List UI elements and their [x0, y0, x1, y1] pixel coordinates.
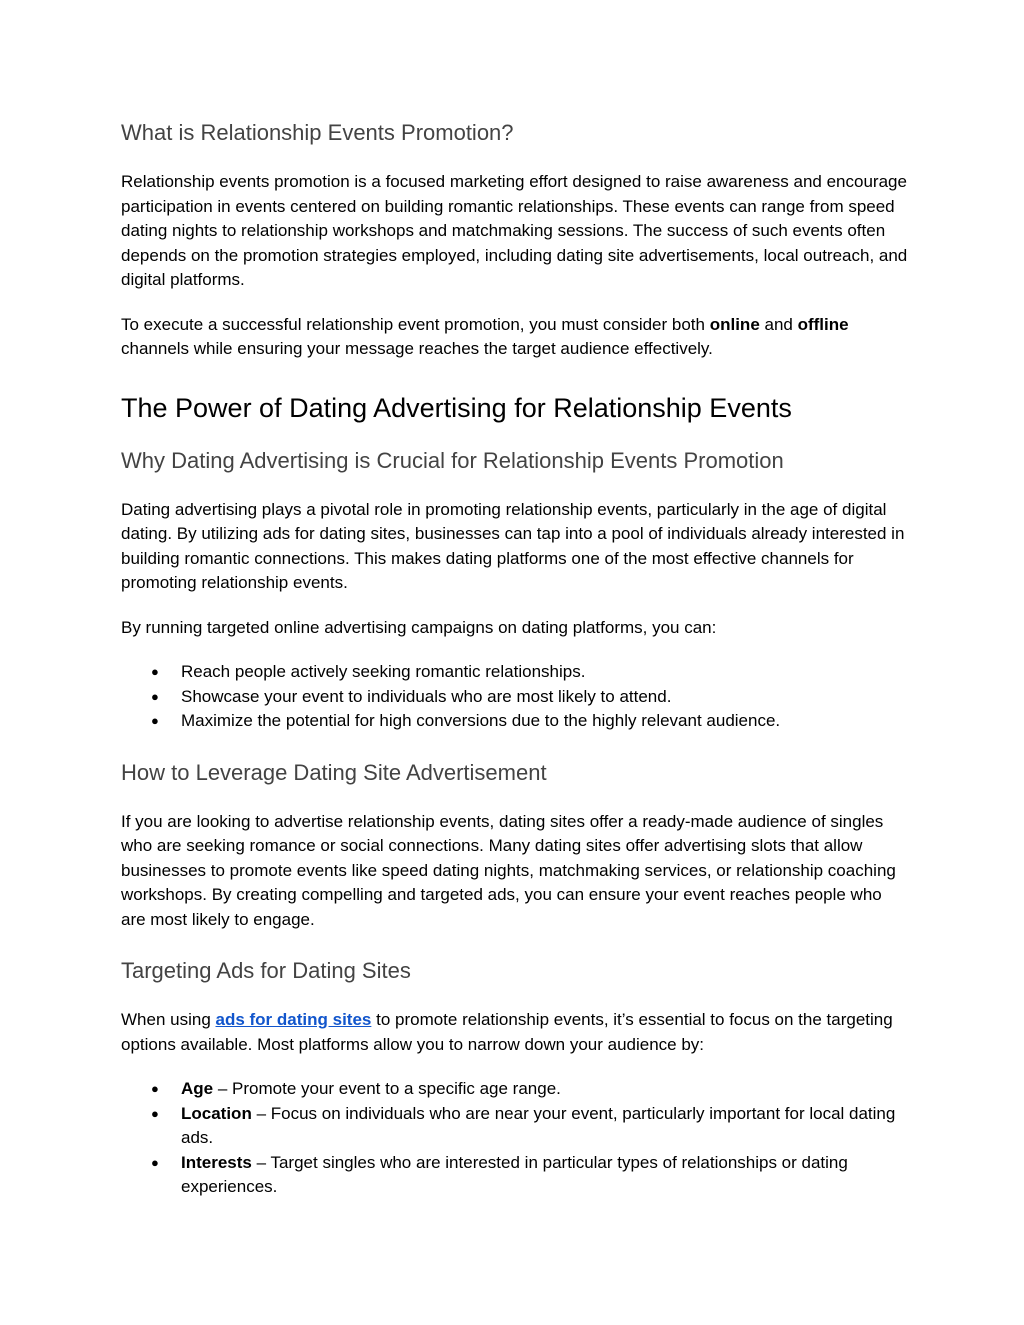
heading-why-dating-advertising: Why Dating Advertising is Crucial for Relationship Events Promotion	[121, 447, 784, 473]
bullet-icon: ●	[151, 713, 159, 728]
bold-offline: offline	[797, 314, 849, 334]
paragraph-campaigns-intro: By running targeted online advertising campaigns on dating platforms, you can:	[121, 617, 717, 637]
bullet-icon: ●	[151, 1154, 159, 1170]
targeting-options-list	[121, 1077, 911, 1200]
bullet-icon: ●	[151, 688, 159, 704]
bold-online: online	[709, 314, 760, 334]
paragraph-leverage-dating-site: If you are looking to advertise relationship events, dating sites offer a ready-made audience of singles who are seeking romance or social connections. Many dating sites offer advertising slots that allow businesses to promote events like speed dating nights, matchmaking services, or relationship coaching workshops. By creating compelling and targeted ads, you can ensure your event reaches people who are most likely to engage.	[121, 811, 896, 929]
list-item-term: Age	[181, 1079, 214, 1098]
text: to promote relationship events, it’s essential to focus on the targeting options available. Most platforms allow you to narrow down your audience by:	[121, 1010, 893, 1054]
heading-what-is-promotion: What is Relationship Events Promotion?	[121, 120, 514, 145]
benefits-list	[121, 660, 911, 734]
text: channels while ensuring your message reaches the target audience effectively.	[121, 339, 713, 358]
list-item-text: Maximize the potential for high conversions due to the highly relevant audience.	[181, 711, 781, 730]
list-item	[121, 1077, 911, 1102]
heading-power-of-dating-advertising: The Power of Dating Advertising for Relationship Events	[121, 392, 792, 423]
paragraph-dating-advertising-role: Dating advertising plays a pivotal role in promoting relationship events, particularly in the age of digital dating. By utilizing ads for dating sites, businesses can tap into a pool of individuals already interested in building romantic connections. This makes dating platforms one of the most effective channels for promoting relationship events.	[121, 499, 905, 592]
bullet-icon: ●	[151, 664, 159, 679]
document-page	[121, 118, 911, 1200]
paragraph-promotion-definition: Relationship events promotion is a focused marketing effort designed to raise awareness and encourage participation in events centered on building romantic relationships. These events can range from speed dating nights to relationship workshops and matchmaking sessions. The success of such events often depends on the promotion strategies employed, including dating site advertisements, local outreach, and digital platforms.	[121, 172, 908, 289]
paragraph-online-offline	[121, 313, 911, 362]
list-item-text: – Promote your event to a specific age range.	[213, 1079, 561, 1098]
list-item-term: Interests	[181, 1152, 252, 1172]
list-item-term: Location	[181, 1103, 252, 1123]
list-item-text: – Focus on individuals who are near your event, particularly important for local dating ads.	[181, 1103, 896, 1147]
ads-for-dating-sites-link[interactable]: ads for dating sites	[215, 1010, 372, 1029]
heading-leverage-dating-site: How to Leverage Dating Site Advertisement	[121, 759, 547, 785]
list-item-text: – Target singles who are interested in particular types of relationships or dating experiences.	[181, 1152, 848, 1196]
text: and	[759, 314, 798, 334]
list-item-text: Showcase your event to individuals who are most likely to attend.	[181, 686, 672, 706]
list-item	[121, 660, 911, 685]
bullet-icon: ●	[151, 1081, 159, 1096]
list-item	[121, 709, 911, 734]
list-item	[121, 685, 911, 710]
text: When using	[121, 1010, 216, 1029]
heading-targeting-ads: Targeting Ads for Dating Sites	[121, 958, 411, 983]
list-item-text: Reach people actively seeking romantic relationships.	[181, 662, 586, 681]
bullet-icon: ●	[151, 1105, 159, 1121]
list-item	[121, 1151, 911, 1200]
text: To execute a successful relationship event promotion, you must consider both	[121, 314, 710, 334]
list-item	[121, 1102, 911, 1151]
paragraph-targeting-intro	[121, 1008, 911, 1057]
